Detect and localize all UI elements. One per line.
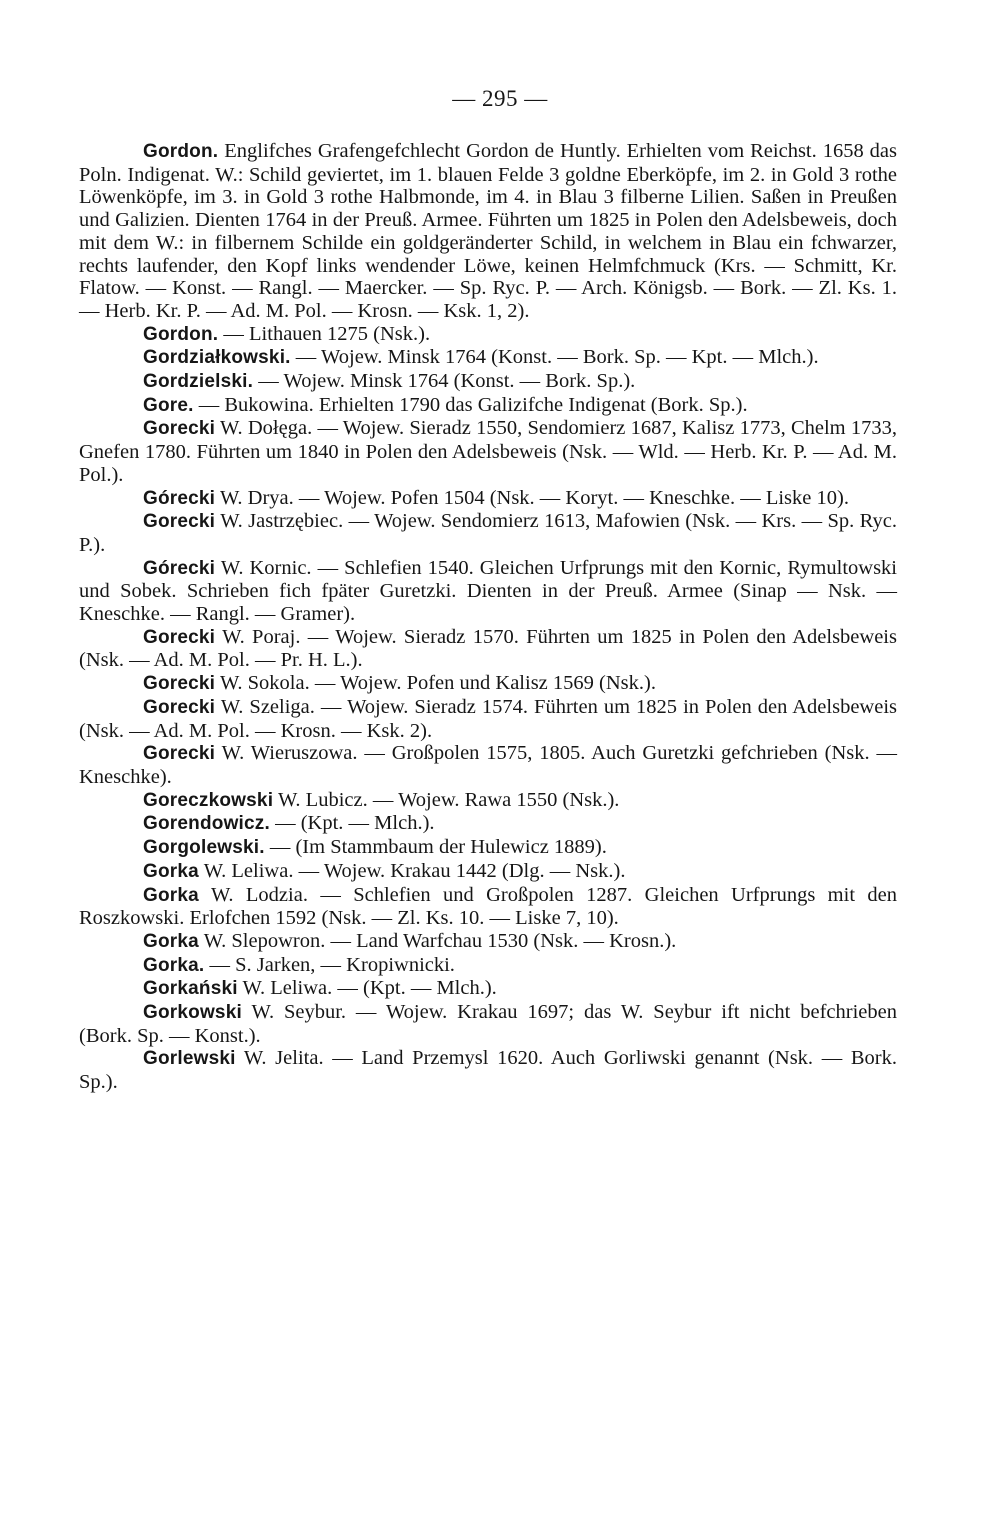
entry-surname: Gordzielski. bbox=[143, 371, 254, 393]
entry-surname: Górecki bbox=[143, 487, 216, 509]
entry bbox=[79, 626, 897, 672]
entry-surname: Gorecki bbox=[143, 673, 216, 695]
entry-surname: Gorkański bbox=[143, 978, 238, 1000]
entry-surname: Gorka bbox=[143, 860, 199, 882]
entry bbox=[79, 789, 897, 813]
armorial-entries bbox=[79, 140, 897, 1094]
entry-text: W. Jelita. — Land Przemysl 1620. Auch Gorliwski genannt (Nsk. — Bork. Sp.). bbox=[79, 1047, 897, 1094]
entry bbox=[79, 487, 897, 511]
entry-text: W. Lubicz. — Wojew. Rawa 1550 (Nsk.). bbox=[277, 788, 620, 811]
entry-text: Englifches Grafengefchlecht Gordon de Huntly. Erhielten vom Reichst. 1658 das Poln. Indigenat. W.: Schild geviertet, im 1. blauen Felde 3 goldne Eberköpfe, im 2. in Gold 3 rothe Löwenköpfe, im 3. in Gold 3 rothe Halbmonde, im 4. in Blau 3 filberne Lilien. Saßen in Preußen und Galizien. Dienten 1764 in der Preuß. Armee. Führten um 1825 in Polen den Adelsbeweis, doch mit dem W.: in filbernem Schilde ein goldgeränderter Schild, in welchem in Blau ein fchwarzer, rechts laufender, den Kopf links wendender Löwe, keinen Helmfchmuck (Krs. — Schmitt, Kr. Flatow. — Konst. — Rangl. — Maercker. — Sp. Ryc. P. — Arch. Königsb. — Bork. — Zl. Ks. 1. — Herb. Kr. P. — Ad. M. Pol. — Krosn. — Ksk. 1, 2). bbox=[79, 140, 897, 322]
entry-surname: Gorka bbox=[143, 930, 199, 952]
entry-text: W. Lodzia. — Schlefien und Großpolen 1287. Gleichen Urfprungs mit den Roszkowski. Erlofchen 1592 (Nsk. — Zl. Ks. 10. — Liske 7, 10). bbox=[79, 883, 897, 930]
entry bbox=[79, 323, 897, 347]
entry-text: W. Leliwa. — Wojew. Krakau 1442 (Dlg. — Nsk.). bbox=[203, 859, 626, 882]
entry-text: W. Kornic. — Schlefien 1540. Gleichen Urfprungs mit den Kornic, Rymultowski und Sobek. Schrieben fich fpäter Guretzki. Dienten in der Preuß. Armee (Sinap — Nsk. — Kneschke. — Rangl. — Gramer). bbox=[79, 556, 897, 626]
entry-text: W. Leliwa. — (Kpt. — Mlch.). bbox=[242, 977, 497, 1000]
entry bbox=[79, 930, 897, 954]
entry-surname: Gorgolewski. bbox=[143, 837, 265, 859]
entry-surname: Gorka. bbox=[143, 954, 205, 976]
entry bbox=[79, 557, 897, 626]
entry bbox=[79, 417, 897, 486]
entry bbox=[79, 884, 897, 930]
entry-surname: Gordziałkowski. bbox=[143, 347, 291, 369]
entry bbox=[79, 370, 897, 394]
entry-text: W. Szeliga. — Wojew. Sieradz 1574. Führten um 1825 in Polen den Adelsbeweis (Nsk. — Ad. M. Pol. — Krosn. — Ksk. 2). bbox=[79, 695, 897, 742]
entry-text: W. Dołęga. — Wojew. Sieradz 1550, Sendomierz 1687, Kalisz 1773, Chelm 1733, Gnefen 1780. Führten um 1840 in Polen den Adelsbeweis (Nsk. — Wld. — Herb. Kr. P. — Ad. M. Pol.). bbox=[79, 417, 897, 486]
page-number: — 295 — bbox=[452, 86, 548, 111]
entry bbox=[79, 836, 897, 860]
entry bbox=[79, 346, 897, 370]
entry-text: — (Kpt. — Mlch.). bbox=[275, 812, 435, 835]
entry bbox=[79, 954, 897, 978]
entry-surname: Gorka bbox=[143, 884, 199, 906]
entry bbox=[79, 510, 897, 556]
entry bbox=[79, 860, 897, 884]
entry bbox=[79, 672, 897, 696]
entry-text: W. Poraj. — Wojew. Sieradz 1570. Führten um 1825 in Polen den Adelsbeweis (Nsk. — Ad. M. Pol. — Pr. H. L.). bbox=[79, 625, 897, 672]
entry-surname: Gorecki bbox=[143, 626, 216, 648]
entry-surname: Gorendowicz. bbox=[143, 813, 270, 835]
entry-text: W. Jastrzębiec. — Wojew. Sendomierz 1613, Mafowien (Nsk. — Krs. — Sp. Ryc. P.). bbox=[79, 510, 897, 556]
entry-surname: Goreczkowski bbox=[143, 789, 274, 811]
entry-text: W. Seybur. — Wojew. Krakau 1697; das W. Seybur ift nicht befchrieben (Bork. Sp. — Konst.). bbox=[79, 1001, 897, 1047]
entry-surname: Gorecki bbox=[143, 743, 216, 765]
entry-surname: Gorkowski bbox=[143, 1002, 242, 1024]
entry-surname: Gordon. bbox=[143, 141, 219, 162]
entry-text: — Wojew. Minsk 1764 (Konst. — Bork. Sp. — Kpt. — Mlch.). bbox=[295, 346, 819, 369]
entry-text: W. Drya. — Wojew. Pofen 1504 (Nsk. — Koryt. — Kneschke. — Liske 10). bbox=[219, 486, 849, 509]
entry-surname: Gorlewski bbox=[143, 1048, 236, 1070]
entry-text: — (Im Stammbaum der Hulewicz 1889). bbox=[269, 836, 607, 859]
entry-surname: Górecki bbox=[143, 557, 216, 579]
entry-surname: Gorecki bbox=[143, 418, 216, 440]
entry-surname: Gore. bbox=[143, 394, 194, 416]
entry bbox=[79, 394, 897, 418]
entry-text: W. Wieruszowa. — Großpolen 1575, 1805. Auch Guretzki gefchrieben (Nsk. — Kneschke). bbox=[79, 742, 897, 788]
entry bbox=[79, 977, 897, 1001]
entry-surname: Gordon. bbox=[143, 323, 219, 345]
entry-text: — S. Jarken, — Kropiwnicki. bbox=[209, 953, 455, 976]
entry-text: — Lithauen 1275 (Nsk.). bbox=[223, 322, 431, 345]
entry-text: W. Sokola. — Wojew. Pofen und Kalisz 1569 (Nsk.). bbox=[219, 672, 656, 695]
entry bbox=[79, 742, 897, 788]
entry-text: — Bukowina. Erhielten 1790 das Galizifche Indigenat (Bork. Sp.). bbox=[198, 393, 748, 416]
entry bbox=[79, 140, 897, 323]
entry-surname: Gorecki bbox=[143, 511, 216, 533]
entry bbox=[79, 1047, 897, 1093]
entry-text: — Wojew. Minsk 1764 (Konst. — Bork. Sp.). bbox=[258, 370, 636, 393]
entry bbox=[79, 812, 897, 836]
entry bbox=[79, 696, 897, 742]
entry-surname: Gorecki bbox=[143, 696, 216, 718]
entry bbox=[79, 1001, 897, 1047]
entry-text: W. Slepowron. — Land Warfchau 1530 (Nsk. — Krosn.). bbox=[203, 929, 677, 952]
